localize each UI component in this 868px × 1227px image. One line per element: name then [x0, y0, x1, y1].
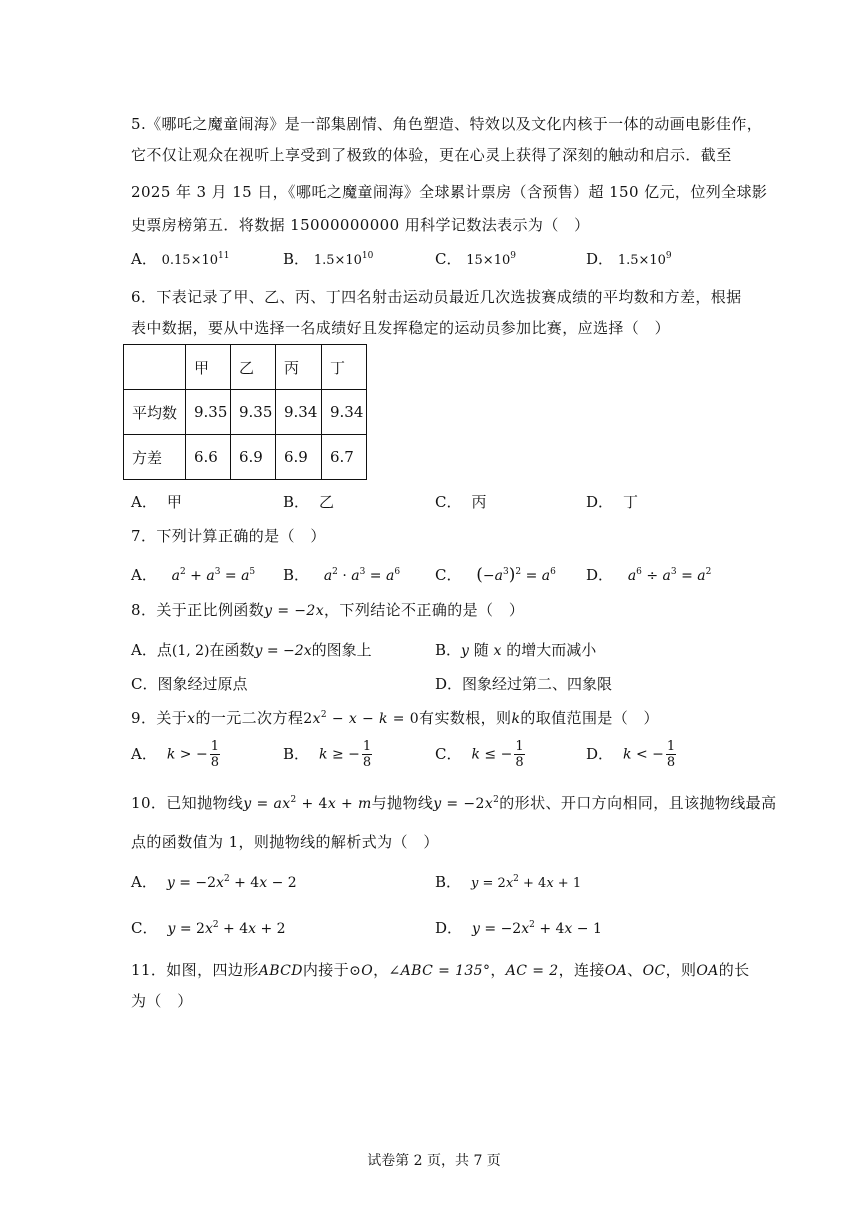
q10-option-b-formula: $y = 2x^2 + 4x + 1$ [471, 874, 582, 891]
table-header-cell: 丙 [276, 345, 322, 390]
q9-equation: $2x^2 - x - k = 0$ [303, 710, 420, 727]
table-row [124, 435, 367, 480]
q6-option-b: B． 乙 [283, 493, 335, 511]
q6-option-c: C． 丙 [435, 493, 487, 511]
table-cell: 6.9 [276, 435, 322, 480]
table-header-cell: 乙 [231, 345, 276, 390]
q5-stem-line-1: 5.《哪吒之魔童闹海》是一部集剧情、角色塑造、特效以及文化内核于一体的动画电影佳作， [131, 115, 763, 133]
q9-option-b: B． k ≥ − $\frac{1}{8}$ [283, 739, 372, 770]
score-table [123, 344, 367, 480]
q8-option-d: D．图象经过第二、四象限 [435, 675, 613, 693]
table-header-row [124, 345, 367, 390]
q10-option-d-formula: $y = -2x^2 + 4x - 1$ [472, 920, 602, 937]
fraction: $\frac{1}{8}$ [666, 739, 676, 770]
q8-option-c: C．图象经过原点 [131, 675, 248, 693]
q9-option-a: A． k > − $\frac{1}{8}$ [131, 739, 219, 770]
q5-stem-line-3: 2025 年 3 月 15 日，《哪吒之魔童闹海》全球累计票房（含预售）超 150 亿元，位列全球影 [131, 183, 768, 201]
q6-option-a: A． 甲 [131, 493, 182, 511]
q8-stem: 8．关于正比例函数y = −2x，下列结论不正确的是（ ） [131, 601, 525, 619]
table-cell: 6.7 [322, 435, 367, 480]
q10-option-d: D． $y = -2x^2 + 4x - 1$ [435, 919, 602, 937]
fraction: $\frac{1}{8}$ [210, 739, 219, 770]
q10-option-c-formula: $y = 2x^2 + 4x + 2$ [167, 920, 286, 937]
q7-option-c: C． $(-a^3)^2 = a^6$ [435, 565, 556, 585]
fraction: $\frac{1}{8}$ [515, 739, 524, 770]
q6-stem-line-2: 表中数据，要从中选择一名成绩好且发挥稳定的运动员参加比赛，应选择（ ） [131, 319, 671, 337]
q10-parabola-1: $y = ax^2 + 4x + m$ [243, 795, 372, 812]
q10-option-c: C． $y = 2x^2 + 4x + 2$ [131, 919, 286, 937]
q11-stem-line-1: 11．如图，四边形ABCD内接于⊙O，∠ABC = 135°，AC = 2，连接OA、OC，则OA的长 [131, 961, 750, 979]
q8-option-a: A．点(1, 2)在函数y = −2x的图象上 [131, 641, 372, 659]
table-cell: 9.35 [231, 390, 276, 435]
q6-option-d: D． 丁 [586, 493, 639, 511]
q7-option-b-formula: $a^2 \cdot a^3 = a^6$ [323, 567, 401, 584]
table-cell: 9.35 [186, 390, 231, 435]
table-cell [124, 345, 186, 390]
q9-option-d: D． k < − $\frac{1}{8}$ [586, 739, 676, 770]
table-row-label: 平均数 [124, 390, 186, 435]
q7-option-d-formula: $a^6 \div a^3 = a^2$ [627, 567, 712, 584]
table-row-label: 方差 [124, 435, 186, 480]
q10-option-a: A． $y = -2x^2 + 4x - 2$ [131, 873, 297, 891]
q6-stem-line-1: 6．下表记录了甲、乙、丙、丁四名射击运动员最近几次选拔赛成绩的平均数和方差，根据 [131, 288, 742, 306]
q5-option-d: D． $1.5\times 10^9$ [586, 250, 672, 268]
table-cell: 9.34 [276, 390, 322, 435]
q7-stem: 7．下列计算正确的是（ ） [131, 527, 326, 545]
q11-stem-line-2: 为（ ） [131, 992, 193, 1010]
q10-stem-line-2: 点的函数值为 1，则抛物线的解析式为（ ） [131, 833, 439, 851]
q5-option-a: A． $0.15\times 10^{11}$ [131, 250, 230, 268]
q10-parabola-2: $y = -2x^2$ [433, 795, 500, 812]
q9-option-c: C． k ≤ − $\frac{1}{8}$ [435, 739, 524, 770]
table-header-cell: 甲 [186, 345, 231, 390]
page-footer: 试卷第 2 页，共 7 页 [367, 1153, 501, 1169]
q7-option-a-formula: $a^2 + a^3 = a^5$ [171, 567, 256, 584]
q5-stem-line-2: 它不仅让观众在视听上享受到了极致的体验，更在心灵上获得了深刻的触动和启示．截至 [131, 146, 732, 164]
table-cell: 6.6 [186, 435, 231, 480]
q7-option-a: A． $a^2 + a^3 = a^5$ [131, 566, 256, 584]
q7-option-b: B． $a^2 \cdot a^3 = a^6$ [283, 566, 401, 584]
table-header-cell: 丁 [322, 345, 367, 390]
fraction: $\frac{1}{8}$ [362, 739, 372, 770]
q10-option-b: B． $y = 2x^2 + 4x + 1$ [435, 873, 582, 891]
q7-option-c-formula: $(-a^3)^2 = a^6$ [476, 565, 556, 585]
q8-option-b: B．y 随 x 的增大而减小 [435, 641, 597, 659]
q5-stem-line-4: 史票房榜第五．将数据 15000000000 用科学记数法表示为（ ） [131, 216, 590, 234]
table-row [124, 390, 367, 435]
q7-option-d: D． $a^6 \div a^3 = a^2$ [586, 566, 712, 584]
q10-option-a-formula: $y = -2x^2 + 4x - 2$ [166, 874, 297, 891]
table-cell: 9.34 [322, 390, 367, 435]
table-cell: 6.9 [231, 435, 276, 480]
q10-stem-line-1: 10．已知抛物线$y = ax^2 + 4x + m$与抛物线$y = -2x^2$的形状、开口方向相同，且该抛物线最高 [131, 794, 777, 812]
q5-option-b: B． $1.5\times 10^{10}$ [283, 250, 374, 268]
q5-option-c: C． $15\times 10^9$ [435, 250, 516, 268]
q9-stem: 9．关于x的一元二次方程$2x^2 - x - k = 0$有实数根，则k的取值范围是（ ） [131, 709, 659, 727]
